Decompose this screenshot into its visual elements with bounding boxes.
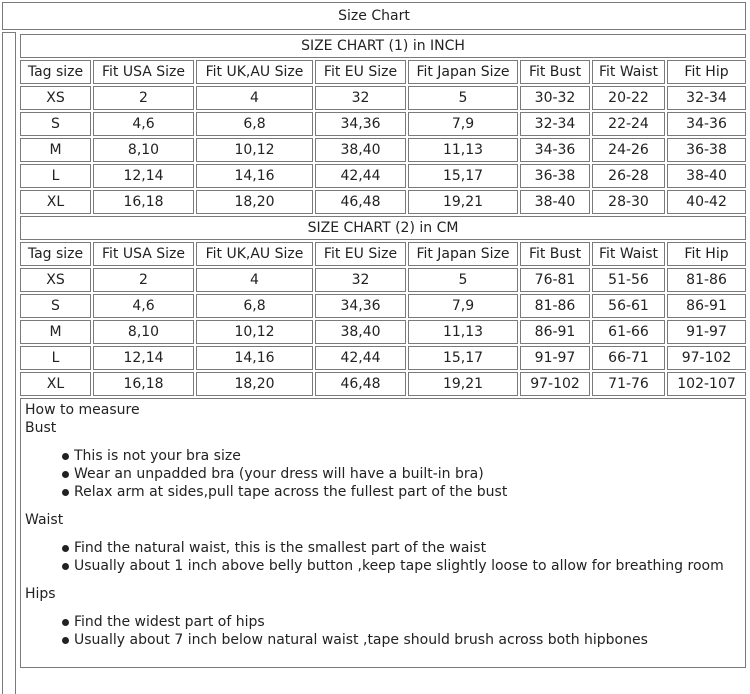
section-title: SIZE CHART (2) in CM <box>20 216 746 240</box>
table-cell: 22-24 <box>592 112 665 136</box>
table-cell: S <box>20 112 91 136</box>
column-header: Fit Japan Size <box>408 60 518 84</box>
table-cell: XS <box>20 86 91 110</box>
table-row <box>20 346 746 370</box>
table-row <box>20 138 746 162</box>
table-row <box>20 112 746 136</box>
table-cell: 38,40 <box>315 138 406 162</box>
table-cell: 2 <box>93 86 194 110</box>
how-to-measure-heading: How to measure <box>25 402 140 418</box>
table-cell: 15,17 <box>408 346 518 370</box>
table-cell: 46,48 <box>315 372 406 396</box>
left-rail <box>2 32 16 694</box>
table-cell: L <box>20 346 91 370</box>
table-cell: 32-34 <box>667 86 746 110</box>
table-row <box>20 86 746 110</box>
table-cell: 40-42 <box>667 190 746 214</box>
table-cell: 46,48 <box>315 190 406 214</box>
table-cell: 34,36 <box>315 294 406 318</box>
table-row <box>20 190 746 214</box>
column-header: Fit Hip <box>667 60 746 84</box>
measure-list-item: Usually about 1 inch above belly button ,keep tape slightly loose to allow for breathing room <box>61 557 741 575</box>
table-cell: 19,21 <box>408 190 518 214</box>
column-header: Fit Japan Size <box>408 242 518 266</box>
section-header-row <box>20 34 746 58</box>
table-cell: 18,20 <box>196 190 313 214</box>
column-header: Tag size <box>20 242 91 266</box>
table-cell: M <box>20 138 91 162</box>
measure-list-item: Relax arm at sides,pull tape across the fullest part of the bust <box>61 483 741 501</box>
table-cell: 56-61 <box>592 294 665 318</box>
column-header: Fit USA Size <box>93 242 194 266</box>
table-cell: 32-34 <box>520 112 590 136</box>
table-cell: 86-91 <box>520 320 590 344</box>
table-cell: 5 <box>408 268 518 292</box>
table-cell: 12,14 <box>93 164 194 188</box>
table-cell: 8,10 <box>93 138 194 162</box>
table-cell: 36-38 <box>667 138 746 162</box>
table-row <box>20 320 746 344</box>
table-cell: 102-107 <box>667 372 746 396</box>
column-header: Fit UK,AU Size <box>196 242 313 266</box>
column-header: Fit Hip <box>667 242 746 266</box>
table-cell: 42,44 <box>315 346 406 370</box>
table-cell: 6,8 <box>196 294 313 318</box>
measure-section-title: Hips <box>25 586 56 602</box>
table-cell: 8,10 <box>93 320 194 344</box>
table-cell: 97-102 <box>520 372 590 396</box>
measure-list <box>25 447 741 501</box>
table-cell: 97-102 <box>667 346 746 370</box>
table-cell: 2 <box>93 268 194 292</box>
table-cell: 34,36 <box>315 112 406 136</box>
table-cell: 36-38 <box>520 164 590 188</box>
table-cell: XS <box>20 268 91 292</box>
table-cell: 4,6 <box>93 294 194 318</box>
table-cell: 11,13 <box>408 320 518 344</box>
table-cell: 42,44 <box>315 164 406 188</box>
measure-list-item: This is not your bra size <box>61 447 741 465</box>
table-cell: 81-86 <box>520 294 590 318</box>
table-cell: 7,9 <box>408 112 518 136</box>
table-cell: 4 <box>196 268 313 292</box>
table-cell: 34-36 <box>520 138 590 162</box>
table-cell: 28-30 <box>592 190 665 214</box>
table-cell: 15,17 <box>408 164 518 188</box>
table-cell: 4 <box>196 86 313 110</box>
size-chart-title: Size Chart <box>2 2 746 30</box>
column-header: Fit Bust <box>520 60 590 84</box>
table-cell: 11,13 <box>408 138 518 162</box>
column-header: Fit EU Size <box>315 60 406 84</box>
table-cell: 34-36 <box>667 112 746 136</box>
table-cell: M <box>20 320 91 344</box>
table-cell: 91-97 <box>667 320 746 344</box>
table-cell: 51-56 <box>592 268 665 292</box>
section-title: SIZE CHART (1) in INCH <box>20 34 746 58</box>
table-cell: 24-26 <box>592 138 665 162</box>
table-cell: S <box>20 294 91 318</box>
table-cell: 7,9 <box>408 294 518 318</box>
table-cell: L <box>20 164 91 188</box>
size-chart-content <box>18 32 748 694</box>
how-to-measure <box>20 398 746 668</box>
column-header: Fit Bust <box>520 242 590 266</box>
table-cell: 32 <box>315 86 406 110</box>
table-cell: 19,21 <box>408 372 518 396</box>
measure-list <box>25 613 741 649</box>
measure-section-title: Bust <box>25 420 57 436</box>
table-row <box>20 268 746 292</box>
column-header: Fit Waist <box>592 242 665 266</box>
table-cell: 76-81 <box>520 268 590 292</box>
column-header: Fit UK,AU Size <box>196 60 313 84</box>
column-header: Fit Waist <box>592 60 665 84</box>
section-header-row <box>20 216 746 240</box>
table-cell: 30-32 <box>520 86 590 110</box>
measure-list-item: Wear an unpadded bra (your dress will have a built-in bra) <box>61 465 741 483</box>
table-cell: 26-28 <box>592 164 665 188</box>
table-cell: 81-86 <box>667 268 746 292</box>
table-cell: 38-40 <box>520 190 590 214</box>
column-header: Fit USA Size <box>93 60 194 84</box>
table-cell: 32 <box>315 268 406 292</box>
table-cell: 10,12 <box>196 320 313 344</box>
table-row <box>20 294 746 318</box>
size-chart-table <box>18 32 748 398</box>
measure-list-item: Usually about 7 inch below natural waist ,tape should brush across both hipbones <box>61 631 741 649</box>
table-cell: 16,18 <box>93 372 194 396</box>
column-header-row <box>20 242 746 266</box>
measure-list <box>25 539 741 575</box>
table-cell: 16,18 <box>93 190 194 214</box>
measure-list-item: Find the widest part of hips <box>61 613 741 631</box>
table-cell: 10,12 <box>196 138 313 162</box>
table-cell: 91-97 <box>520 346 590 370</box>
table-cell: 6,8 <box>196 112 313 136</box>
table-cell: XL <box>20 372 91 396</box>
table-cell: XL <box>20 190 91 214</box>
table-cell: 71-76 <box>592 372 665 396</box>
measure-list-item: Find the natural waist, this is the smallest part of the waist <box>61 539 741 557</box>
table-cell: 14,16 <box>196 346 313 370</box>
column-header: Fit EU Size <box>315 242 406 266</box>
column-header: Tag size <box>20 60 91 84</box>
table-cell: 86-91 <box>667 294 746 318</box>
table-cell: 12,14 <box>93 346 194 370</box>
measure-section-title: Waist <box>25 512 64 528</box>
table-cell: 66-71 <box>592 346 665 370</box>
table-cell: 4,6 <box>93 112 194 136</box>
column-header-row <box>20 60 746 84</box>
table-cell: 20-22 <box>592 86 665 110</box>
table-cell: 38,40 <box>315 320 406 344</box>
table-cell: 38-40 <box>667 164 746 188</box>
table-cell: 18,20 <box>196 372 313 396</box>
table-cell: 14,16 <box>196 164 313 188</box>
table-row <box>20 164 746 188</box>
table-cell: 5 <box>408 86 518 110</box>
table-row <box>20 372 746 396</box>
table-cell: 61-66 <box>592 320 665 344</box>
